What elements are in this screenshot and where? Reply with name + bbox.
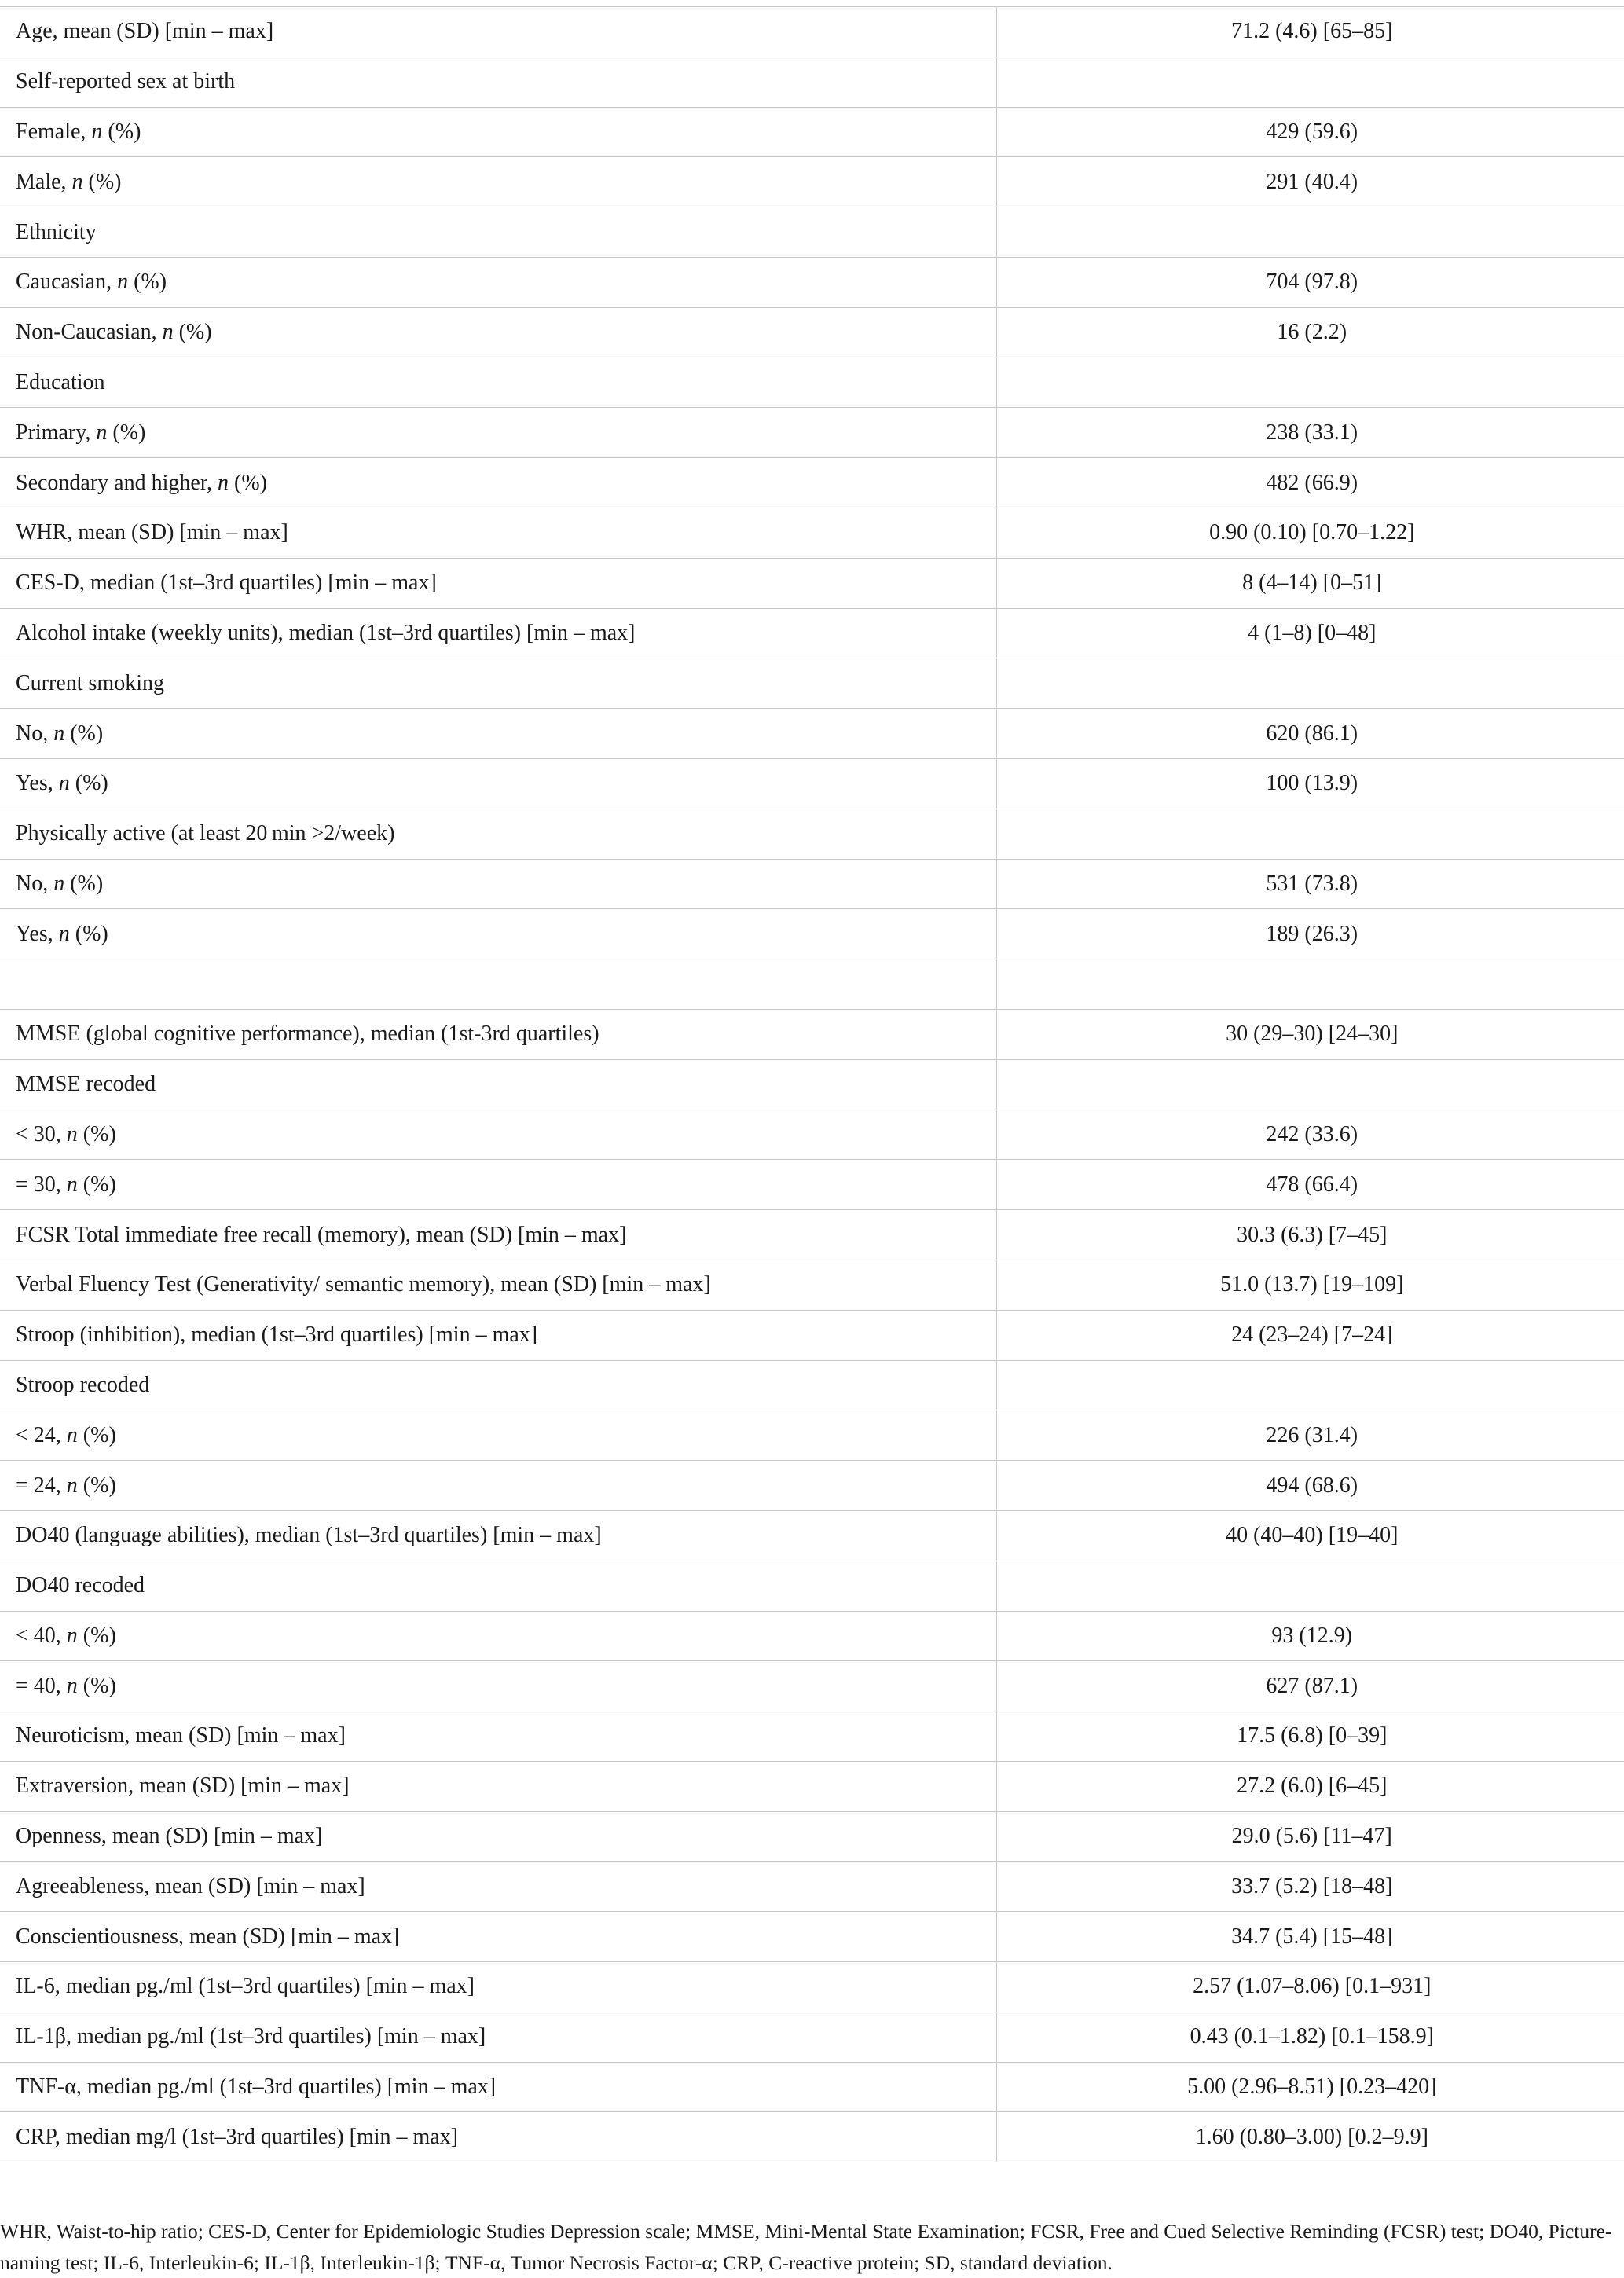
row-label bbox=[0, 107, 996, 157]
row-value: 620 (86.1) bbox=[996, 709, 1624, 759]
table-row bbox=[0, 1811, 1624, 1862]
row-value bbox=[996, 1059, 1624, 1110]
row-label bbox=[0, 909, 996, 959]
row-value bbox=[996, 1561, 1624, 1611]
row-label-suffix: (%) bbox=[69, 921, 108, 946]
row-label bbox=[0, 1461, 996, 1511]
row-label bbox=[0, 859, 996, 909]
row-label-suffix: (%) bbox=[77, 1473, 116, 1498]
row-label bbox=[0, 1962, 996, 2012]
row-label-text: Caucasian, bbox=[16, 270, 118, 295]
row-label-text: < 40, bbox=[16, 1623, 67, 1648]
row-label-n: n bbox=[71, 169, 83, 194]
row-value: 17.5 (6.8) [0–39] bbox=[996, 1711, 1624, 1762]
row-label-text: DO40 (language abilities), median (1st–3rd quartiles) [min – max] bbox=[16, 1523, 602, 1548]
row-label-suffix: (%) bbox=[82, 169, 122, 194]
row-label-n: n bbox=[66, 1172, 78, 1197]
row-label-suffix: (%) bbox=[229, 470, 268, 495]
row-label-text: Alcohol intake (weekly units), median (1st–3rd quartiles) [min – max] bbox=[16, 620, 636, 645]
table-row bbox=[0, 658, 1624, 709]
table-row bbox=[0, 257, 1624, 307]
row-label-n: n bbox=[66, 1673, 78, 1698]
row-label bbox=[0, 1110, 996, 1160]
row-value bbox=[996, 1360, 1624, 1410]
row-label-n: n bbox=[66, 1422, 78, 1447]
row-label bbox=[0, 7, 996, 57]
row-label bbox=[0, 1009, 996, 1059]
row-value: 189 (26.3) bbox=[996, 909, 1624, 959]
row-label-text: Ethnicity bbox=[16, 219, 97, 244]
row-label bbox=[0, 508, 996, 558]
table-row bbox=[0, 57, 1624, 107]
table-row bbox=[0, 859, 1624, 909]
row-label bbox=[0, 1561, 996, 1611]
row-label bbox=[0, 458, 996, 508]
row-value: 27.2 (6.0) [6–45] bbox=[996, 1761, 1624, 1811]
table-row bbox=[0, 1210, 1624, 1260]
table-row bbox=[0, 959, 1624, 1010]
row-label-text: Education bbox=[16, 369, 105, 394]
row-value: 16 (2.2) bbox=[996, 307, 1624, 358]
table-row bbox=[0, 7, 1624, 57]
row-label-text: Extraversion, mean (SD) [min – max] bbox=[16, 1774, 350, 1799]
row-value: 8 (4–14) [0–51] bbox=[996, 558, 1624, 608]
row-label bbox=[0, 1711, 996, 1762]
row-label-text: MMSE recoded bbox=[16, 1072, 156, 1097]
row-label bbox=[0, 1310, 996, 1360]
row-label-n: n bbox=[91, 119, 103, 144]
row-label bbox=[0, 1761, 996, 1811]
table-row bbox=[0, 1561, 1624, 1611]
row-label bbox=[0, 1811, 996, 1862]
row-label-suffix: (%) bbox=[64, 871, 104, 896]
row-label bbox=[0, 1410, 996, 1461]
row-label-text: IL-1β, median pg./ml (1st–3rd quartiles) [min – max] bbox=[16, 2024, 486, 2049]
row-label bbox=[0, 1510, 996, 1561]
table-row bbox=[0, 1611, 1624, 1661]
row-label bbox=[0, 307, 996, 358]
row-value: 531 (73.8) bbox=[996, 859, 1624, 909]
row-label-text: Conscientiousness, mean (SD) [min – max] bbox=[16, 1924, 400, 1949]
row-label bbox=[0, 1260, 996, 1310]
row-label-text: Verbal Fluency Test (Generativity/ semantic memory), mean (SD) [min – max] bbox=[16, 1272, 711, 1297]
row-value: 30 (29–30) [24–30] bbox=[996, 1009, 1624, 1059]
row-label-suffix: (%) bbox=[69, 771, 108, 796]
row-value: 242 (33.6) bbox=[996, 1110, 1624, 1160]
table-row bbox=[0, 307, 1624, 358]
row-value: 33.7 (5.2) [18–48] bbox=[996, 1862, 1624, 1912]
row-label bbox=[0, 157, 996, 207]
row-label-suffix: (%) bbox=[107, 420, 146, 445]
row-label-n: n bbox=[53, 871, 65, 896]
row-value: 226 (31.4) bbox=[996, 1410, 1624, 1461]
row-label bbox=[0, 1912, 996, 1962]
row-label bbox=[0, 758, 996, 809]
table-row bbox=[0, 358, 1624, 408]
table-row bbox=[0, 1711, 1624, 1762]
table-row bbox=[0, 458, 1624, 508]
row-label-suffix: (%) bbox=[77, 1172, 116, 1197]
row-label bbox=[0, 558, 996, 608]
table-row bbox=[0, 2012, 1624, 2062]
row-value bbox=[996, 358, 1624, 408]
row-label-text: DO40 recoded bbox=[16, 1573, 145, 1598]
row-value: 704 (97.8) bbox=[996, 257, 1624, 307]
table-row bbox=[0, 2112, 1624, 2162]
row-label-n: n bbox=[117, 270, 129, 295]
row-label-text: TNF-α, median pg./ml (1st–3rd quartiles) [min – max] bbox=[16, 2074, 497, 2100]
row-label bbox=[0, 408, 996, 458]
row-label-suffix: (%) bbox=[77, 1623, 116, 1648]
row-label-text: Stroop recoded bbox=[16, 1372, 150, 1397]
row-label bbox=[0, 1862, 996, 1912]
row-value bbox=[996, 658, 1624, 709]
row-value: 51.0 (13.7) [19–109] bbox=[996, 1260, 1624, 1310]
row-label-suffix: (%) bbox=[77, 1673, 116, 1698]
row-value: 238 (33.1) bbox=[996, 408, 1624, 458]
row-label-text: CRP, median mg/l (1st–3rd quartiles) [min – max] bbox=[16, 2124, 459, 2149]
row-value: 34.7 (5.4) [15–48] bbox=[996, 1912, 1624, 1962]
row-label-text: Self-reported sex at birth bbox=[16, 69, 236, 94]
row-label-text: Current smoking bbox=[16, 670, 164, 695]
row-value: 2.57 (1.07–8.06) [0.1–931] bbox=[996, 1962, 1624, 2012]
row-value: 494 (68.6) bbox=[996, 1461, 1624, 1511]
row-label-text: Male, bbox=[16, 169, 72, 194]
table-row bbox=[0, 408, 1624, 458]
row-value bbox=[996, 207, 1624, 258]
row-value: 29.0 (5.6) [11–47] bbox=[996, 1811, 1624, 1862]
row-label-text: No, bbox=[16, 871, 54, 896]
row-label-text: Stroop (inhibition), median (1st–3rd quartiles) [min – max] bbox=[16, 1322, 538, 1348]
row-value: 0.43 (0.1–1.82) [0.1–158.9] bbox=[996, 2012, 1624, 2062]
table-row bbox=[0, 2062, 1624, 2112]
row-label-text: Non-Caucasian, bbox=[16, 320, 163, 345]
row-value: 4 (1–8) [0–48] bbox=[996, 608, 1624, 658]
table-row bbox=[0, 1410, 1624, 1461]
row-label-n: n bbox=[66, 1121, 78, 1146]
table-row bbox=[0, 1461, 1624, 1511]
row-label-text: CES-D, median (1st–3rd quartiles) [min – max] bbox=[16, 570, 437, 596]
row-value: 71.2 (4.6) [65–85] bbox=[996, 7, 1624, 57]
row-label bbox=[0, 2012, 996, 2062]
row-label bbox=[0, 1160, 996, 1210]
row-label bbox=[0, 809, 996, 859]
table-row bbox=[0, 1510, 1624, 1561]
row-label-text: Openness, mean (SD) [min – max] bbox=[16, 1824, 323, 1849]
row-label-n: n bbox=[53, 721, 65, 746]
table-row bbox=[0, 1260, 1624, 1310]
table-row bbox=[0, 1160, 1624, 1210]
row-label-n: n bbox=[58, 771, 70, 796]
row-label-suffix: (%) bbox=[102, 119, 141, 144]
row-label-suffix: (%) bbox=[128, 270, 167, 295]
table-row bbox=[0, 1059, 1624, 1110]
row-value: 5.00 (2.96–8.51) [0.23–420] bbox=[996, 2062, 1624, 2112]
row-value: 40 (40–40) [19–40] bbox=[996, 1510, 1624, 1561]
row-label bbox=[0, 57, 996, 107]
table-row bbox=[0, 1310, 1624, 1360]
row-label-text: No, bbox=[16, 721, 54, 746]
row-value: 429 (59.6) bbox=[996, 107, 1624, 157]
table-row bbox=[0, 1009, 1624, 1059]
row-value: 291 (40.4) bbox=[996, 157, 1624, 207]
row-label-text: Age, mean (SD) [min – max] bbox=[16, 19, 274, 44]
table-row bbox=[0, 1912, 1624, 1962]
row-label bbox=[0, 1360, 996, 1410]
row-label bbox=[0, 608, 996, 658]
table-row bbox=[0, 1862, 1624, 1912]
row-label-text: MMSE (global cognitive performance), median (1st-3rd quartiles) bbox=[16, 1022, 599, 1047]
table-footnote: WHR, Waist-to-hip ratio; CES-D, Center for Epidemiologic Studies Depression scale; MMSE, Mini-Mental State Examination; FCSR, Free and Cued Selective Reminding (FCSR) test; DO40, Picture-naming test; IL-6, Interleukin-6; IL-1β, Interleukin-1β; TNF-α, Tumor Necrosis Factor-α; CRP, C-reactive protein; SD, standard deviation. bbox=[0, 2220, 1612, 2274]
table-row bbox=[0, 558, 1624, 608]
row-value: 93 (12.9) bbox=[996, 1611, 1624, 1661]
row-label-text: Secondary and higher, bbox=[16, 470, 218, 495]
row-label-text: = 30, bbox=[16, 1172, 67, 1197]
row-label-text: Female, bbox=[16, 119, 92, 144]
row-value: 478 (66.4) bbox=[996, 1160, 1624, 1210]
table-row bbox=[0, 107, 1624, 157]
table-row bbox=[0, 809, 1624, 859]
row-label bbox=[0, 2112, 996, 2162]
row-label-text: < 30, bbox=[16, 1121, 67, 1146]
row-label-text: = 40, bbox=[16, 1673, 67, 1698]
row-label-n: n bbox=[66, 1623, 78, 1648]
row-label bbox=[0, 1210, 996, 1260]
row-label-suffix: (%) bbox=[77, 1121, 116, 1146]
row-label bbox=[0, 2062, 996, 2112]
table-row bbox=[0, 1661, 1624, 1711]
row-value: 100 (13.9) bbox=[996, 758, 1624, 809]
table-row bbox=[0, 1761, 1624, 1811]
row-label bbox=[0, 709, 996, 759]
table-row bbox=[0, 1962, 1624, 2012]
row-value: 482 (66.9) bbox=[996, 458, 1624, 508]
row-label bbox=[0, 1661, 996, 1711]
table-row bbox=[0, 157, 1624, 207]
table-body bbox=[0, 7, 1624, 2162]
row-label-text: < 24, bbox=[16, 1422, 67, 1447]
row-value: 0.90 (0.10) [0.70–1.22] bbox=[996, 508, 1624, 558]
row-label bbox=[0, 257, 996, 307]
row-value: 1.60 (0.80–3.00) [0.2–9.9] bbox=[996, 2112, 1624, 2162]
row-label-text: IL-6, median pg./ml (1st–3rd quartiles) [min – max] bbox=[16, 1974, 475, 1999]
table-row bbox=[0, 608, 1624, 658]
row-label bbox=[0, 658, 996, 709]
row-label-suffix: (%) bbox=[77, 1422, 116, 1447]
row-label-n: n bbox=[66, 1473, 78, 1498]
table-row bbox=[0, 909, 1624, 959]
row-label-suffix: (%) bbox=[173, 320, 212, 345]
table-row bbox=[0, 709, 1624, 759]
row-label bbox=[0, 959, 996, 1010]
row-value: 30.3 (6.3) [7–45] bbox=[996, 1210, 1624, 1260]
row-label bbox=[0, 1059, 996, 1110]
row-label-suffix: (%) bbox=[64, 721, 104, 746]
row-label-text: Primary, bbox=[16, 420, 97, 445]
row-label-text: FCSR Total immediate free recall (memory), mean (SD) [min – max] bbox=[16, 1222, 627, 1247]
characteristics-table bbox=[0, 6, 1624, 2162]
row-label-text: Neuroticism, mean (SD) [min – max] bbox=[16, 1723, 346, 1748]
row-label bbox=[0, 1611, 996, 1661]
row-label-text: Yes, bbox=[16, 771, 59, 796]
table-row bbox=[0, 207, 1624, 258]
row-label bbox=[0, 207, 996, 258]
row-value bbox=[996, 57, 1624, 107]
row-label-n: n bbox=[96, 420, 108, 445]
table-row bbox=[0, 1110, 1624, 1160]
row-label-n: n bbox=[58, 921, 70, 946]
row-value: 627 (87.1) bbox=[996, 1661, 1624, 1711]
row-label-text: = 24, bbox=[16, 1473, 67, 1498]
row-label-text: Physically active (at least 20 min >2/week) bbox=[16, 821, 395, 846]
table-row bbox=[0, 1360, 1624, 1410]
row-label-n: n bbox=[162, 320, 174, 345]
row-label-n: n bbox=[218, 470, 229, 495]
row-label bbox=[0, 358, 996, 408]
table-row bbox=[0, 508, 1624, 558]
row-value bbox=[996, 809, 1624, 859]
table-row bbox=[0, 758, 1624, 809]
row-value: 24 (23–24) [7–24] bbox=[996, 1310, 1624, 1360]
row-label-text: WHR, mean (SD) [min – max] bbox=[16, 520, 288, 545]
row-value bbox=[996, 959, 1624, 1010]
row-label-text: Yes, bbox=[16, 921, 59, 946]
row-label-text: Agreeableness, mean (SD) [min – max] bbox=[16, 1873, 365, 1898]
